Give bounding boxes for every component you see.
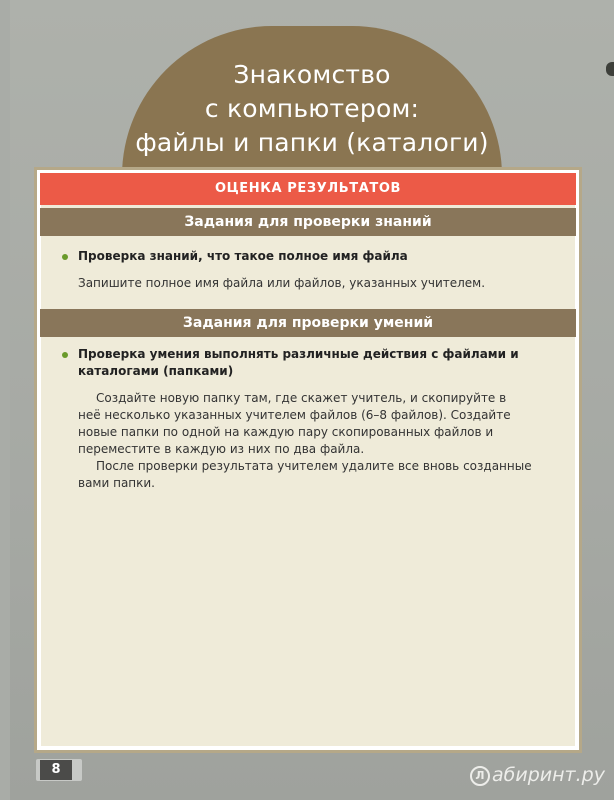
knowledge-bullet-text: Проверка знаний, что такое полное имя файла (78, 249, 408, 263)
skills-tasks-header: Задания для проверки умений (40, 309, 576, 337)
title-line-3: файлы и папки (каталоги) (135, 128, 489, 157)
knowledge-bullet (62, 248, 552, 265)
page-edge-marker (606, 62, 614, 76)
skills-bullet (62, 346, 552, 380)
skills-para1-line-4: переместите в каждую из них по два файла. (78, 442, 365, 456)
skills-bullet-line-2: каталогами (папками) (78, 364, 234, 378)
skills-para2-line-2: вами папки. (78, 476, 155, 490)
page-number: 8 (40, 760, 72, 780)
bullet-dot-icon (62, 254, 68, 260)
skills-para1-line-3: новые папки по одной на каждую пару скопированных файлов и (78, 425, 494, 439)
knowledge-task-text: Запишите полное имя файла или файлов, указанных учителем. (78, 276, 486, 290)
title-line-1: Знакомство (233, 60, 391, 89)
skills-bullet-line-1: Проверка умения выполнять различные действия с файлами и (78, 347, 519, 361)
knowledge-tasks-header: Задания для проверки знаний (40, 208, 576, 236)
bullet-dot-icon (62, 352, 68, 358)
skills-paragraph-1 (78, 390, 532, 492)
labirint-logo-icon: Л (470, 766, 490, 786)
watermark (470, 764, 605, 786)
watermark-text: абиринт.ру (492, 764, 605, 786)
skills-para1-line-1: Создайте новую папку там, где скажет учитель, и скопируйте в (96, 391, 507, 405)
section-header: ОЦЕНКА РЕЗУЛЬТАТОВ (40, 173, 576, 205)
page-title (122, 58, 502, 160)
title-line-2: с компьютером: (204, 94, 420, 123)
skills-para1-line-2: неё несколько указанных учителем файлов (6–8 файлов). Создайте (78, 408, 511, 422)
skills-para2-line-1: После проверки результата учителем удалите все вновь созданные (96, 459, 532, 473)
